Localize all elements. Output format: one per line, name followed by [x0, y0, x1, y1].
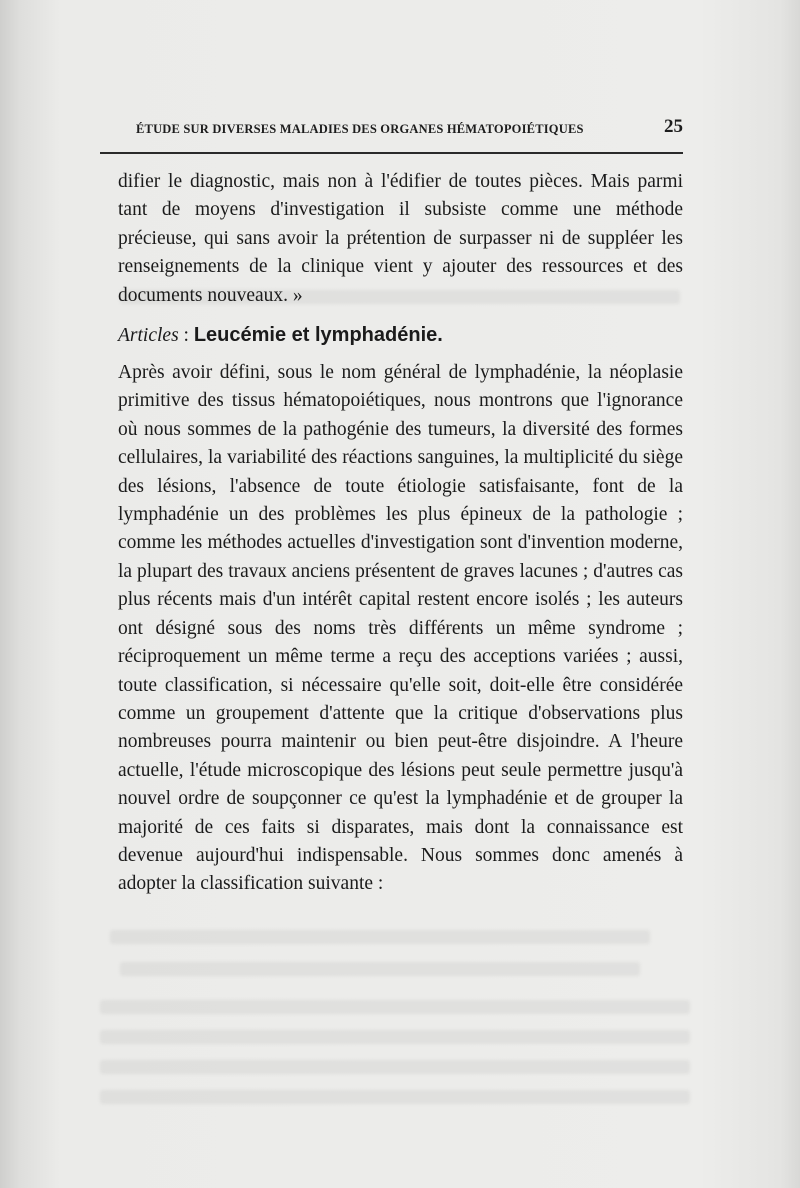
section-heading [118, 320, 683, 351]
running-title: ÉTUDE SUR DIVERSES MALADIES DES ORGANES HÉMATOPOIÉTIQUES [136, 122, 584, 136]
bleed-through-shadow [100, 1030, 690, 1044]
paragraph-classification: Après avoir défini, sous le nom général de lymphadénie, la néoplasie primitive des tissus hématopoiétiques, nous montrons que l'ignorance où nous sommes de la pathogénie des tumeurs, la diversité des formes cellulaires, la variabilité des réactions sanguines, la multiplicité du siège des lésions, l'absence de toute étiologie satisfaisante, font de la lymphadénie un des problèmes les plus épineux de la pathologie ; comme les méthodes actuelles d'investigation sont d'invention moderne, la plupart des travaux anciens présentent de graves lacunes ; d'autres cas plus récents mais d'un intérêt capital restent encore isolés ; les auteurs ont désigné sous des noms très différents un même syndrome ; réciproquement un même terme a reçu des acceptions variées ; aussi, toute classification, si nécessaire qu'elle soit, doit-elle être considérée comme un groupement d'attente que la critique d'observations plus nombreuses pourra maintenir ou bien peut-être disjoindre. A l'heure actuelle, l'étude microscopique des lésions peut seule permettre jusqu'à nouvel ordre de soupçonner ce qu'est la lymphadénie et de grouper la majorité de ces faits si disparates, mais dont la connaissance est devenue aujourd'hui indispensable. Nous sommes donc amenés à adopter la classification suivante : [118, 362, 683, 895]
bleed-through-shadow [100, 1000, 690, 1014]
paragraph-continuation: difier le diagnostic, mais non à l'édifier de toutes pièces. Mais parmi tant de moyens d'investigation il subsiste comme une méthode précieuse, qui sans avoir la prétention de surpasser ni de suppléer les renseignements de la clinique vient y ajouter des ressources et des documents nouveaux. » [118, 171, 683, 306]
body-text [118, 168, 683, 899]
section-separator: : [178, 325, 194, 347]
section-label: Articles [118, 325, 179, 347]
bleed-through-shadow [110, 930, 650, 944]
bleed-through-shadow [100, 1060, 690, 1074]
page-number: 25 [664, 116, 683, 137]
bleed-through-shadow [100, 1090, 690, 1104]
running-header [100, 116, 683, 154]
section-title: Leucémie et lymphadénie. [193, 324, 443, 347]
bleed-through-shadow [120, 962, 640, 976]
